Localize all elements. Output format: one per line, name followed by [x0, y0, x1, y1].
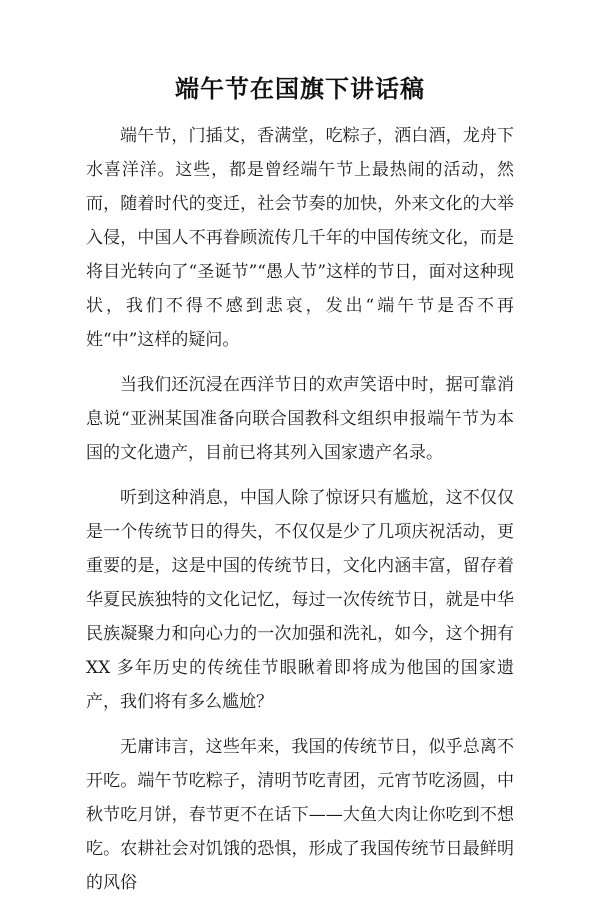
paragraph-1: 端午节，门插艾，香满堂，吃粽子，洒白酒，龙舟下水喜洋洋。这些，都是曾经端午节上最热闹的活动，然而，随着时代的变迁，社会节奏的加快，外来文化的大举入侵，中国人不再眷顾流传几千年的中国传统文化，而是将目光转向了“圣诞节”“愚人节”这样的节日，面对这种现状，我们不得不感到悲哀，发出“端午节是否不再姓“中”这样的疑问。 — [86, 126, 514, 350]
paragraph-4: 无庸讳言，这些年来，我国的传统节日，似乎总离不开吃。端午节吃粽子，清明节吃青团，元宵节吃汤圆，中秋节吃月饼，春节更不在话下——大鱼大肉让你吃到不想吃。农耕社会对饥饿的恐惧，形成了我国传统节日最鲜明的风俗 — [86, 737, 514, 893]
document-title: 端午节在国旗下讲话稿 — [175, 74, 425, 103]
paragraph-2: 当我们还沉浸在西洋节日的欢声笑语中时，据可靠消息说“亚洲某国准备向联合国教科文组织申报端午节为本国的文化遗产，目前已将其列入国家遗产名录。 — [86, 375, 514, 463]
paragraph-3: 听到这种消息，中国人除了惊讶只有尴尬，这不仅仅是一个传统节日的得失，不仅仅是少了几项庆祝活动，更重要的是，这是中国的传统节日，文化内涵丰富，留存着华夏民族独特的文化记忆，每过一次传统节日，就是中华民族凝聚力和向心力的一次加强和洗礼，如今，这个拥有 XX 多年历史的传统佳节眼瞅着即将成为他国的国家遗产，我们将有多么尴尬？ — [86, 488, 514, 712]
